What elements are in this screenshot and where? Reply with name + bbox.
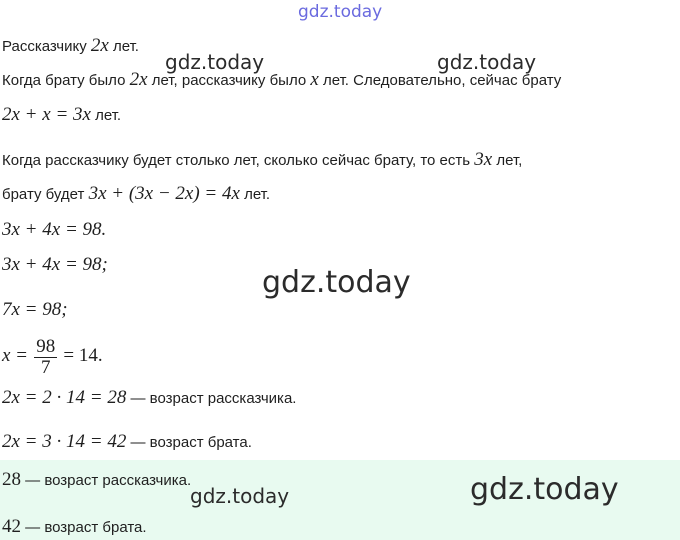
- math: 2x: [129, 69, 148, 90]
- fraction-denominator: 7: [40, 356, 51, 378]
- answer-line-2: [2, 517, 147, 538]
- text: Когда брату было: [2, 72, 130, 89]
- text-line-2: [2, 70, 561, 91]
- math: 7x = 98;: [2, 299, 68, 320]
- text: — возраст брата.: [21, 519, 147, 536]
- math: 2x: [90, 35, 109, 56]
- text: лет. Следовательно, сейчас брату: [318, 72, 562, 89]
- text: — возраст брата.: [126, 434, 252, 451]
- equation-line-10: [2, 388, 296, 409]
- fraction: [34, 337, 57, 378]
- watermark: gdz.today: [165, 50, 265, 74]
- math: 3x + 4x = 98;: [2, 254, 108, 275]
- math: = 14.: [63, 345, 103, 366]
- text: лет, рассказчику было: [147, 72, 311, 89]
- watermark: gdz.today: [190, 484, 290, 508]
- equation-line-11: [2, 432, 252, 453]
- text-line-4: [2, 150, 522, 171]
- math: 3x: [474, 149, 493, 170]
- math: x =: [2, 345, 29, 366]
- text: — возраст рассказчика.: [126, 390, 297, 407]
- fraction-numerator: 98: [36, 335, 56, 357]
- text: — возраст рассказчика.: [21, 472, 192, 489]
- math: 3x + (3x − 2x) = 4x: [88, 183, 240, 204]
- math: 2x + x = 3x: [2, 104, 91, 125]
- watermark: gdz.today: [470, 472, 619, 507]
- math: 28: [2, 469, 21, 490]
- math: 2x = 2 · 14 = 28: [2, 387, 127, 408]
- math: 2x = 3 · 14 = 42: [2, 431, 127, 452]
- math: x: [310, 69, 319, 90]
- text: лет.: [108, 38, 139, 55]
- equation-line-6: [2, 220, 106, 241]
- answer-line-1: [2, 470, 191, 491]
- math: 42: [2, 516, 21, 537]
- text-line-5: [2, 184, 270, 205]
- text: Когда рассказчику будет столько лет, сколько сейчас брату, то есть: [2, 152, 475, 169]
- equation-line-7: [2, 255, 108, 276]
- watermark-center: gdz.today: [262, 265, 411, 300]
- text: лет,: [492, 152, 523, 169]
- equation-line-9: [2, 334, 103, 379]
- text: лет.: [90, 107, 122, 124]
- watermark-top: gdz.today: [298, 2, 383, 22]
- text-line-1: [2, 36, 139, 57]
- text: Рассказчику: [2, 38, 91, 55]
- text: брату будет: [2, 186, 89, 203]
- text: лет.: [239, 186, 271, 203]
- equation-line-8: [2, 300, 68, 321]
- watermark: gdz.today: [437, 50, 537, 74]
- text-line-3: [2, 105, 121, 126]
- math: 3x + 4x = 98.: [2, 219, 107, 240]
